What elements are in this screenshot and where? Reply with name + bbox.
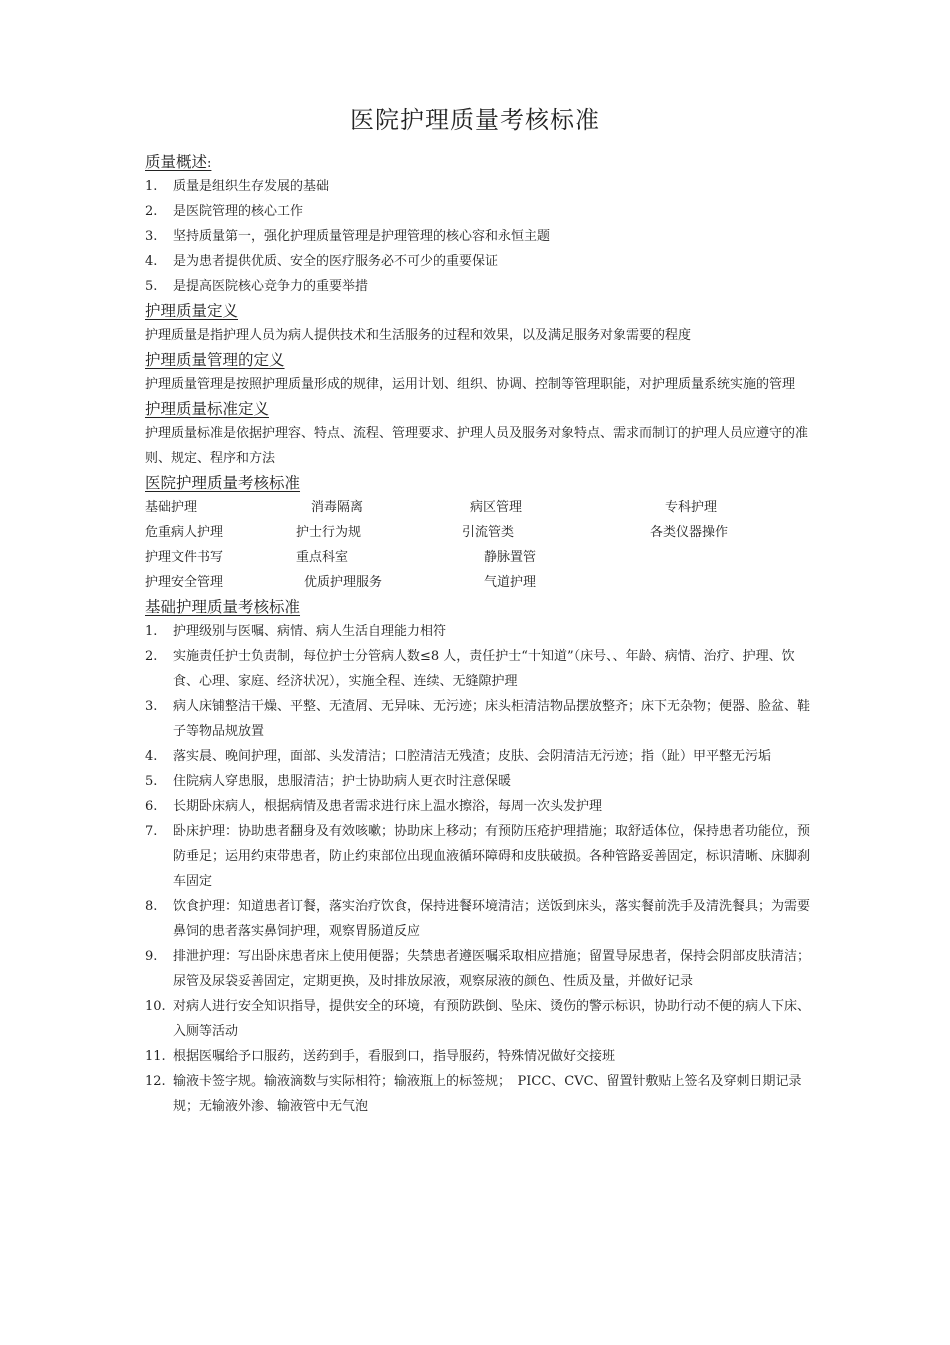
item-text: 卧床护理：协助患者翻身及有效咳嗽；协助床上移动；有预防压疮护理措施；取舒适体位，保持患者功能位，预防垂足；运用约束带患者，防止约束部位出现血液循环障碍和皮肤破损。各种管路妥善固定，标识清晰、床脚刹车固定: [173, 824, 811, 889]
grid-cell: 危重病人护理: [145, 525, 224, 540]
section-standard-definition: [145, 397, 813, 471]
list-item: [145, 944, 813, 994]
basic-care-list: [145, 619, 813, 1119]
list-item: [145, 619, 813, 644]
section-management-definition: [145, 348, 813, 397]
item-text: 是提高医院核心竞争力的重要举措: [173, 279, 369, 294]
list-item: [145, 224, 813, 249]
section-basic-care-standards: [145, 595, 813, 1119]
item-text: 对病人进行安全知识指导，提供安全的环境，有预防跌倒、坠床、烫伤的警示标识，协助行动不便的病人下床、入厕等活动: [173, 999, 811, 1039]
item-text: 坚持质量第一，强化护理质量管理是护理管理的核心容和永恒主题: [173, 229, 551, 244]
heading-text: 质量概述: [145, 153, 208, 171]
item-text: 长期卧床病人，根据病情及患者需求进行床上温水擦浴，每周一次头发护理: [173, 799, 603, 814]
item-number: 5.: [145, 774, 158, 789]
list-item: [145, 819, 813, 894]
item-text: 住院病人穿患服，患服清洁；护士协助病人更衣时注意保暖: [173, 774, 512, 789]
section-quality-definition: [145, 299, 813, 348]
item-number: 8.: [145, 899, 158, 914]
item-number: 1.: [145, 624, 158, 639]
list-item: [145, 1069, 813, 1119]
item-number: 10.: [145, 999, 166, 1014]
item-number: 5.: [145, 279, 158, 294]
standards-grid: [145, 495, 813, 595]
section-heading: 基础护理质量考核标准: [145, 598, 301, 616]
section-heading: 医院护理质量考核标准: [145, 474, 301, 492]
grid-cell: 病区管理: [470, 500, 523, 515]
grid-cell: 优质护理服务: [304, 575, 383, 590]
list-item: [145, 694, 813, 744]
paragraph: 护理质量是指护理人员为病人提供技术和生活服务的过程和效果，以及满足服务对象需要的程度: [145, 328, 692, 343]
grid-cell: 气道护理: [484, 575, 537, 590]
item-number: 7.: [145, 824, 158, 839]
item-number: 2.: [145, 649, 158, 664]
list-item: [145, 1044, 813, 1069]
item-text: 病人床铺整洁干燥、平整、无渣屑、无异味、无污迹；床头柜清洁物品摆放整齐；床下无杂物；便器、脸盆、鞋子等物品规放置: [173, 699, 811, 739]
section-heading: 护理质量标准定义: [145, 400, 270, 418]
list-item: [145, 199, 813, 224]
item-number: 6.: [145, 799, 158, 814]
item-text: 质量是组织生存发展的基础: [173, 179, 330, 194]
grid-cell: 基础护理: [145, 500, 198, 515]
grid-cell: 各类仪器操作: [650, 525, 729, 540]
item-text: 是医院管理的核心工作: [173, 204, 304, 219]
item-number: 2.: [145, 204, 158, 219]
grid-cell: 静脉置管: [484, 550, 537, 565]
section-heading: [145, 150, 813, 174]
item-text: 实施责任护士负责制，每位护士分管病人数≤8 人，责任护士“十知道”（床号、、年龄、病情、治疗、护理、饮食、心理、家庭、经济状况），实施全程、连续、无缝隙护理: [173, 649, 795, 689]
overview-list: [145, 174, 813, 299]
grid-cell: 引流管类: [462, 525, 515, 540]
item-number: 4.: [145, 749, 158, 764]
list-item: [145, 994, 813, 1044]
paragraph: 护理质量标准是依据护理容、特点、流程、管理要求、护理人员及服务对象特点、需求而制订的护理人员应遵守的准则、规定、程序和方法: [145, 426, 809, 466]
item-text: 排泄护理：写出卧床患者床上使用便器；失禁患者遵医嘱采取相应措施；留置导尿患者，保持会阴部皮肤清洁；尿管及尿袋妥善固定，定期更换，及时排放尿液，观察尿液的颜色、性质及量，并做好记录: [173, 949, 811, 989]
list-item: [145, 769, 813, 794]
section-heading: 护理质量管理的定义: [145, 351, 285, 369]
item-text: 根据医嘱给予口服药，送药到手，看服到口，指导服药，特殊情况做好交接班: [173, 1049, 616, 1064]
section-standards-grid: [145, 471, 813, 595]
item-text: 饮食护理：知道患者订餐，落实治疗饮食，保持进餐环境清洁；送饭到床头，落实餐前洗手及清洗餐具；为需要鼻饲的患者落实鼻饲护理，观察胃肠道反应: [173, 899, 811, 939]
list-item: [145, 744, 813, 769]
grid-cell: 护理文件书写: [145, 550, 224, 565]
item-number: 3.: [145, 699, 158, 714]
grid-cell: 护士行为规: [296, 525, 362, 540]
list-item: [145, 894, 813, 944]
item-text: 输液卡签字规。输液滴数与实际相符；输液瓶上的标签规； PICC、CVC、留置针敷贴上签名及穿刺日期记录规；无输液外渗、输液管中无气泡: [173, 1074, 802, 1114]
item-number: 11.: [145, 1049, 166, 1064]
item-text: 护理级别与医嘱、病情、病人生活自理能力相符: [173, 624, 447, 639]
list-item: [145, 249, 813, 274]
item-text: 是为患者提供优质、安全的医疗服务必不可少的重要保证: [173, 254, 499, 269]
section-overview: [145, 150, 813, 299]
page-title: 医院护理质量考核标准: [350, 106, 600, 134]
item-number: 3.: [145, 229, 158, 244]
item-number: 12.: [145, 1074, 166, 1089]
item-text: 落实晨、晚间护理，面部、头发清洁；口腔清洁无残渣；皮肤、会阴清洁无污迹；指（趾）甲平整无污垢: [173, 749, 772, 764]
item-number: 4.: [145, 254, 158, 269]
paragraph: 护理质量管理是按照护理质量形成的规律，运用计划、组织、协调、控制等管理职能，对护理质量系统实施的管理: [145, 377, 796, 392]
list-item: [145, 644, 813, 694]
grid-cell: 重点科室: [296, 550, 349, 565]
grid-cell: 护理安全管理: [145, 575, 224, 590]
grid-cell: 专科护理: [665, 500, 718, 515]
heading-suffix: :: [207, 156, 212, 171]
item-number: 1.: [145, 179, 158, 194]
list-item: [145, 794, 813, 819]
list-item: [145, 174, 813, 199]
list-item: [145, 274, 813, 299]
document-body: [145, 150, 813, 1119]
grid-cell: 消毒隔离: [311, 500, 364, 515]
item-number: 9.: [145, 949, 158, 964]
section-heading: 护理质量定义: [145, 302, 239, 320]
